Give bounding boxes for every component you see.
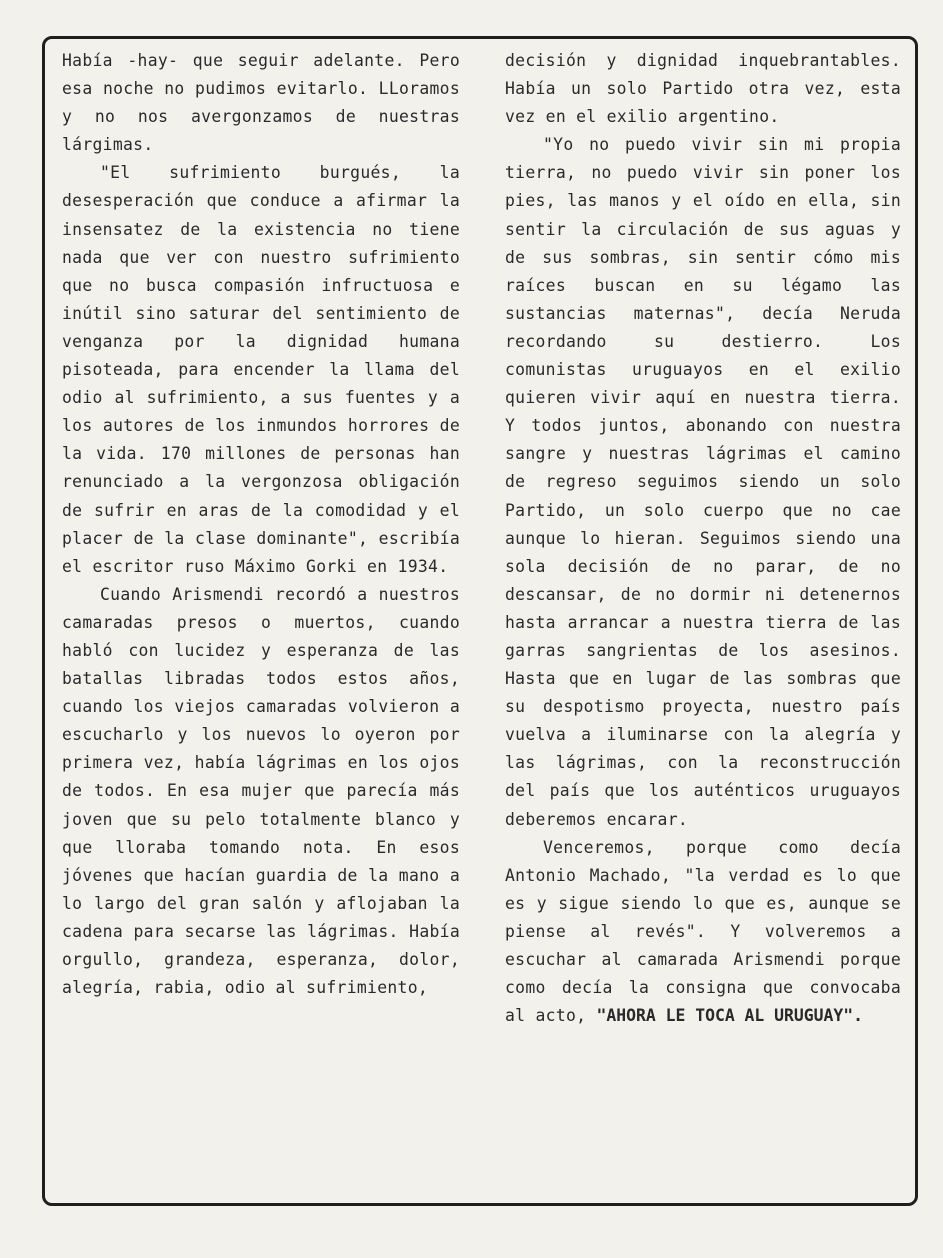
- paragraph-gorki-quote: "El sufrimiento burgués, la desesperación que conduce a afirmar la insensatez de la existencia no tiene nada que ver con nuestro sufrimiento que no busca compasión infructuosa e inútil sino saturar del sentimiento de venganza por la dignidad humana pisoteada, para encender la llama del odio al sufrimiento, a sus fuentes y a los autores de los inmundos horrores de la vida. 170 millones de personas han renunciado a la vergonzosa obligación de sufrir en aras de la comodidad y el placer de la clase dominante", escribía el escritor ruso Máximo Gorki en 1934.: [62, 163, 460, 576]
- slogan: "AHORA LE TOCA AL URUGUAY".: [596, 1006, 863, 1026]
- left-column: [62, 47, 460, 1002]
- paragraph-closing: [505, 834, 901, 1031]
- paragraph-arismendi: Cuando Arismendi recordó a nuestros camaradas presos o muertos, cuando habló con lucidez y esperanza de las batallas libradas todos estos años, cuando los viejos camaradas volvieron a escucharlo y los nuevos lo oyeron por primera vez, había lágrimas en los ojos de todos. En esa mujer que parecía más joven que su pelo totalmente blanco y que lloraba tomando nota. En esos jóvenes que hacían guardia de la mano a lo largo del gran salón y aflojaban la cadena para secarse las lágrimas. Había orgullo, grandeza, esperanza, dolor, alegría, rabia, odio al sufrimiento,: [62, 584, 460, 998]
- closing-text: Venceremos, porque como decía Antonio Machado, "la verdad es lo que es y sigue siendo lo que es, aunque se piense al revés". Y volveremos a escuchar al camarada Arismendi porque como decía la consigna que convocaba al acto,: [505, 837, 901, 1026]
- paragraph-intro: Había -hay- que seguir adelante. Pero esa noche no pudimos evitarlo. LLoramos y no nos avergonzamos de nuestras lárgimas.: [62, 51, 460, 155]
- right-column: [505, 47, 901, 1030]
- paragraph-continuation: decisión y dignidad inquebrantables. Había un solo Partido otra vez, esta vez en el exilio argentino.: [505, 51, 901, 127]
- paragraph-neruda-quote: "Yo no puedo vivir sin mi propia tierra, no puedo vivir sin poner los pies, las manos y el oído en ella, sin sentir la circulación de sus aguas y de sus sombras, sin sentir cómo mis raíces buscan en su légamo las sustancias maternas", decía Neruda recordando su destierro. Los comunistas uruguayos en el exilio quieren vivir aquí en nuestra tierra. Y todos juntos, abonando con nuestra sangre y nuestras lágrimas el camino de regreso seguimos siendo un solo Partido, un solo cuerpo que no cae aunque lo hieran. Seguimos siendo una sola decisión de no parar, de no descansar, de no dormir ni detenernos hasta arrancar a nuestra tierra de las garras sangrientas de los asesinos. Hasta que en lugar de las sombras que su despotismo proyecta, nuestro país vuelva a iluminarse con la alegría y las lágrimas, con la reconstrucción del país que los auténticos uruguayos deberemos encarar.: [505, 135, 901, 829]
